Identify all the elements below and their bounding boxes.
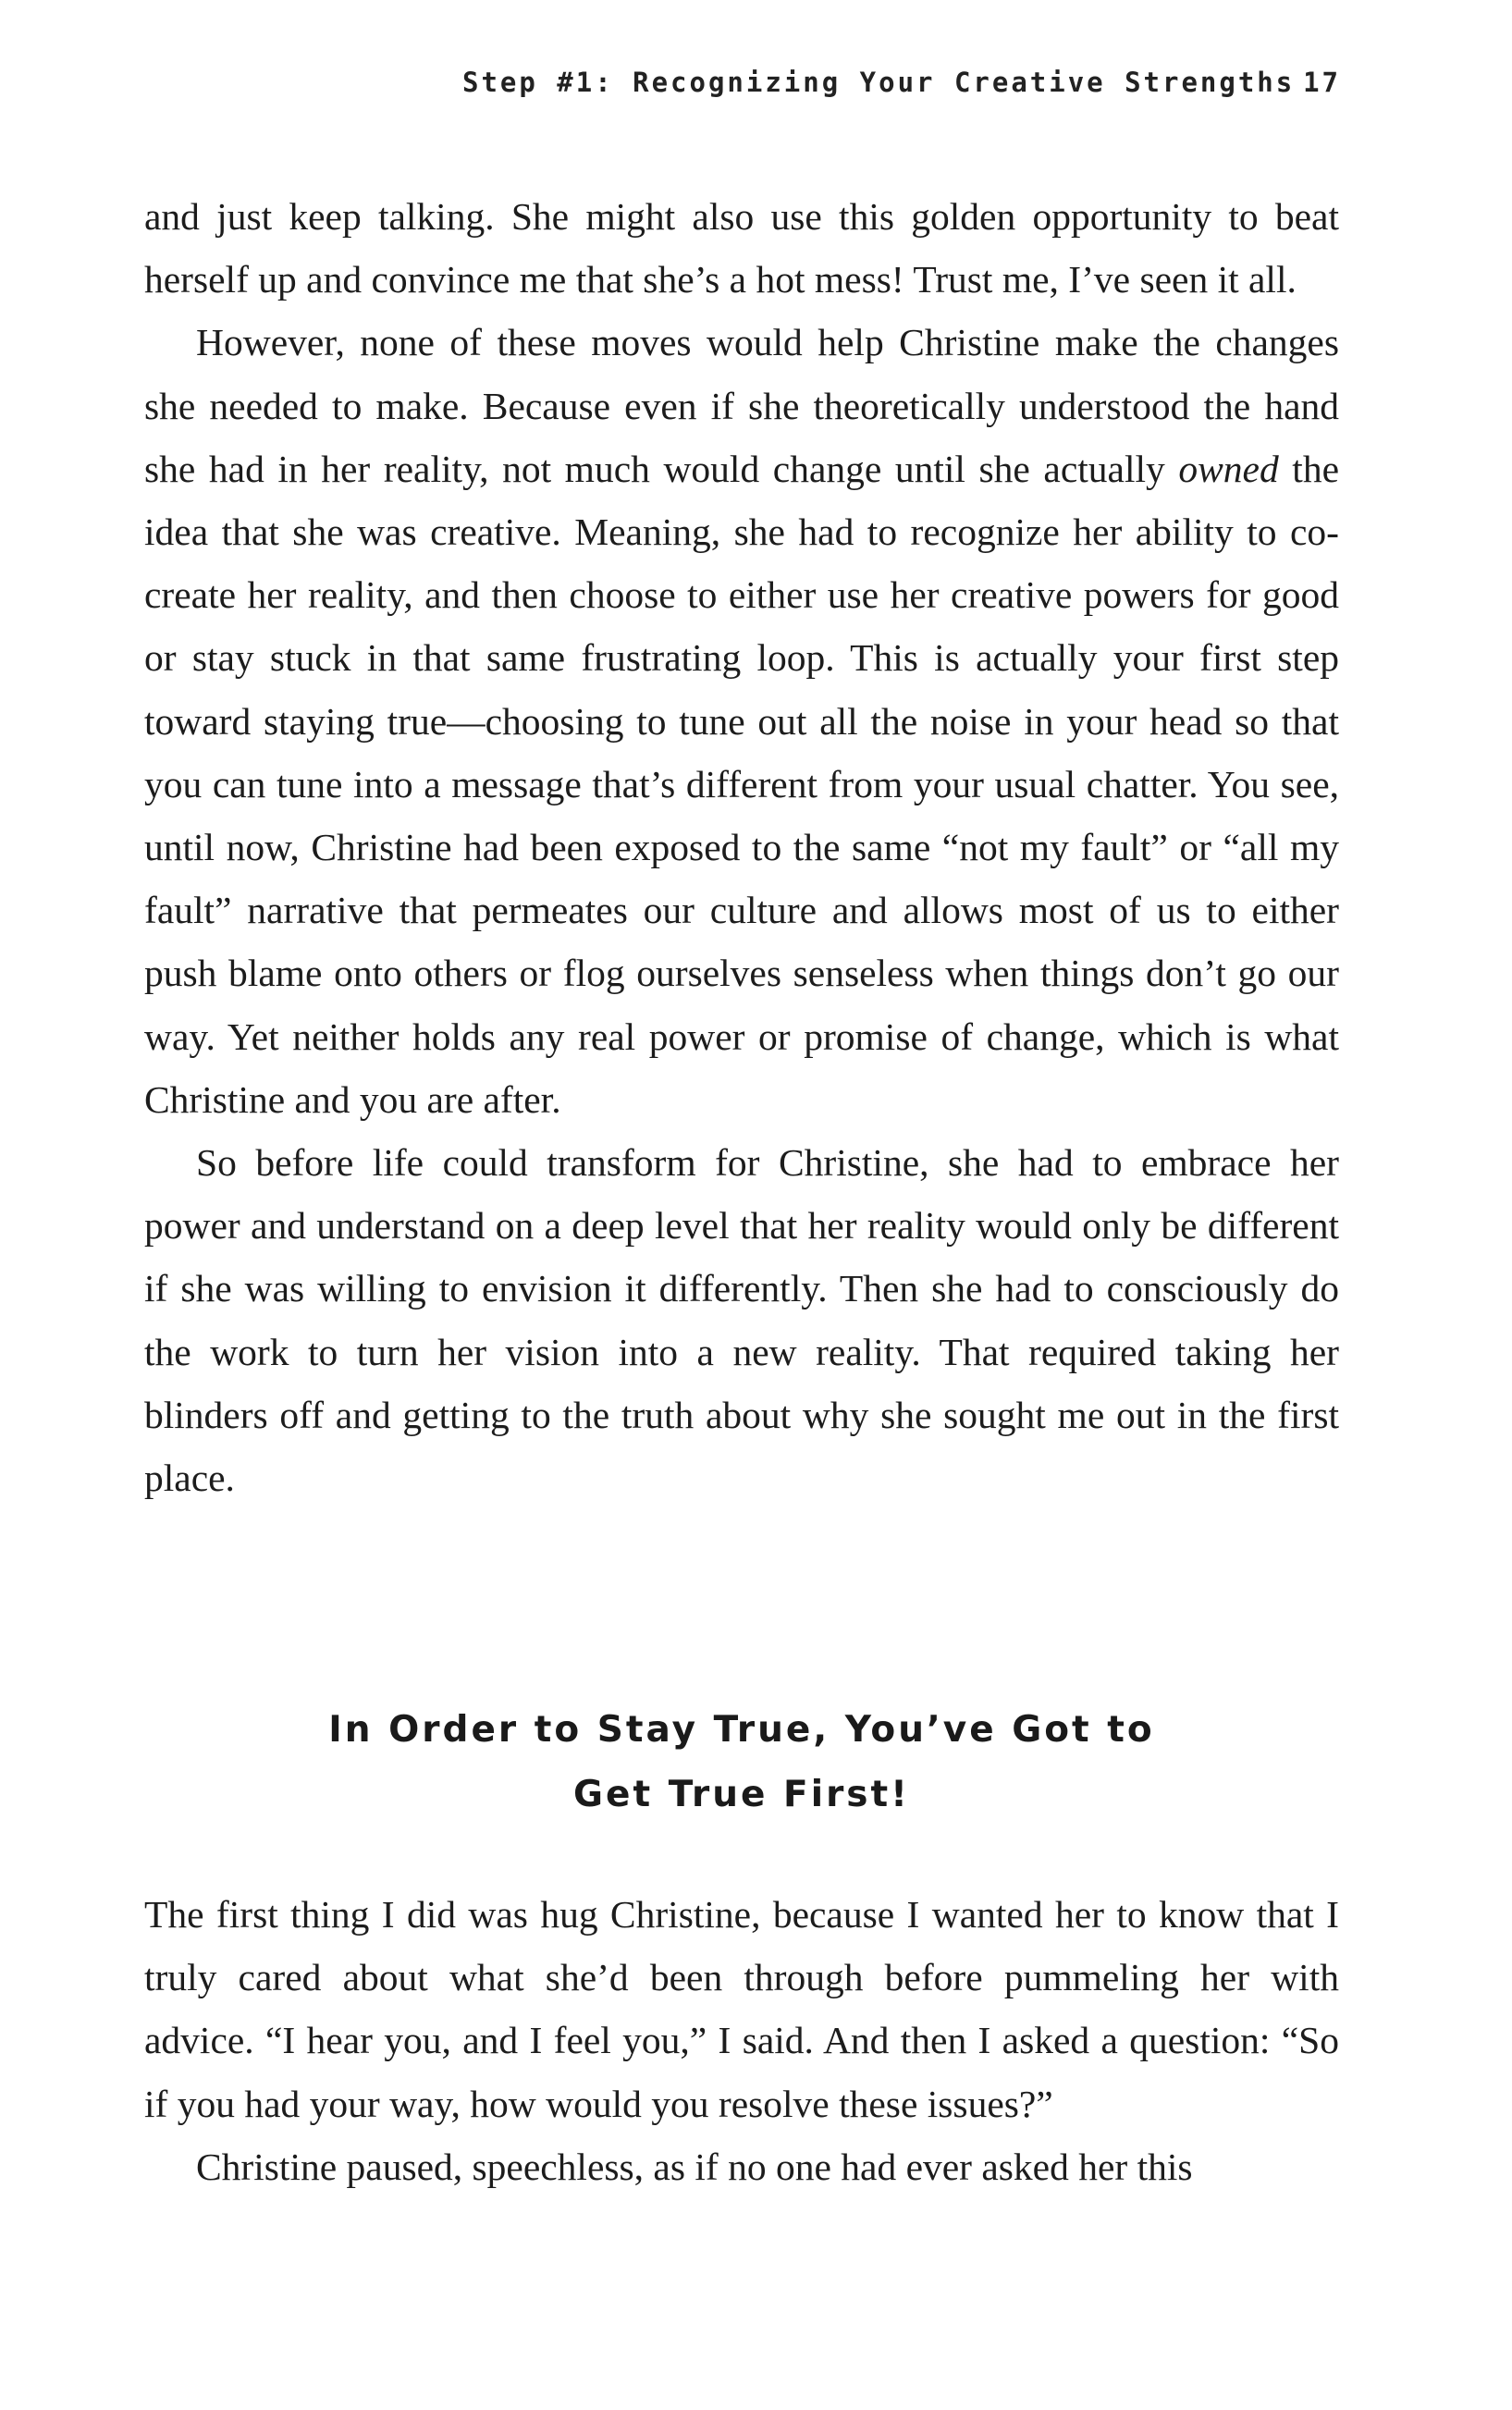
page-number: 17 <box>1303 67 1341 98</box>
section-heading-line-2: Get True First! <box>573 1774 910 1815</box>
emphasis-owned: owned <box>1178 447 1279 490</box>
paragraph-owned-after: the idea that she was creative. Meaning, she had to recognize her ability to co-create her reality, and then choose to either use her creative powers for good or stay stuck in that same frustrating loop. This is actually your first step toward staying true—choosing to tune out all the noise in your head so that you can tune into a message that’s different from your usual chatter. You see, until now, Christine had been exposed to the same “not my fault” or “all my fault” narrative that permeates our culture and allows most of us to either push blame onto others or flog ourselves senseless when things don’t go our way. Yet neither holds any real power or promise of change, which is what Christine and you are after. <box>144 447 1339 1121</box>
section-heading-line-1: In Order to Stay True, You’ve Got to <box>328 1709 1155 1751</box>
paragraph-owned <box>144 311 1339 1131</box>
body-text-block-2 <box>144 1883 1339 2198</box>
paragraph-paused: Christine paused, speechless, as if no one had ever asked her this <box>196 2145 1193 2188</box>
paragraph-owned-before: However, none of these moves would help Christine make the changes she needed to make. Because even if she theoretically understood the hand she had in her reality, not much would change until she actually <box>144 321 1339 490</box>
paragraph-hug: The first thing I did was hug Christine, because I wanted her to know that I truly cared about what she’d been through before pummeling her with advice. “I hear you, and I feel you,” I said. And then I asked a question: “So if you had your way, how would you resolve these issues?” <box>144 1893 1339 2125</box>
running-head <box>462 67 1341 113</box>
running-head-title: Step #1: Recognizing Your Creative Strengths <box>462 67 1296 98</box>
section-heading <box>144 1698 1339 1827</box>
paragraph-continued: and just keep talking. She might also use this golden opportunity to beat herself up and convince me that she’s a hot mess! Trust me, I’ve seen it all. <box>144 195 1339 301</box>
paragraph-transform: So before life could transform for Christine, she had to embrace her power and understand on a deep level that her reality would only be different if she was willing to envision it differently. Then she had to consciously do the work to turn her vision into a new reality. That required taking her blinders off and getting to the truth about why she sought me out in the first place. <box>144 1141 1339 1500</box>
body-text-block-1 <box>144 185 1339 1509</box>
